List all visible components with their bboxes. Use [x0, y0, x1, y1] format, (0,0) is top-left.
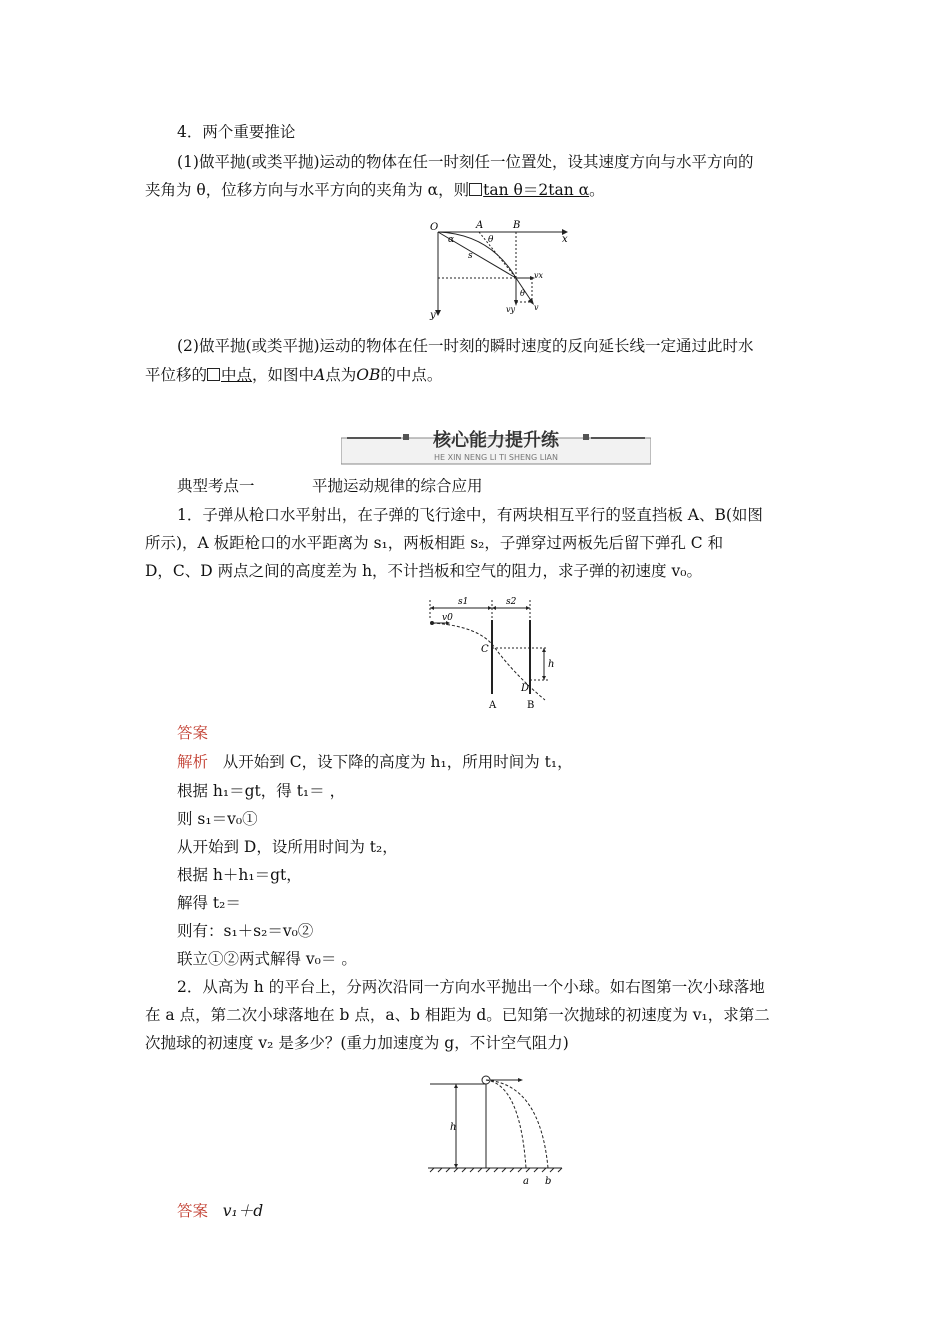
label-s: s — [468, 251, 473, 261]
label-s2: s2 — [506, 597, 517, 607]
answer-2 — [177, 1200, 263, 1222]
label-D: D — [521, 683, 530, 694]
analysis-line-7: 则有：s₁＋s₂＝v₀② — [177, 922, 314, 940]
banner-title: 核心能力提升练 — [433, 430, 559, 451]
projectile-displacement-figure — [420, 212, 570, 324]
blank-box-icon — [207, 368, 220, 381]
label-b: b — [545, 1176, 552, 1187]
topic-title: 平抛运动规律的综合应用 — [312, 477, 483, 495]
q1-line-2: 所示)，A 板距枪口的水平距离为 s₁，两板相距 s₂，子弹穿过两板先后留下弹孔 C 和 — [145, 534, 724, 552]
paragraph-1-text: 夹角为 θ，位移方向与水平方向的夹角为 α，则 — [145, 181, 470, 199]
label-A: A — [476, 220, 484, 231]
label-vx: vx — [534, 271, 544, 280]
label-x: x — [562, 234, 568, 245]
platform-throw-figure — [420, 1070, 565, 1190]
q2-line-1: 2．从高为 h 的平台上，分两次沿同一方向水平抛出一个小球。如右图第一次小球落地 — [177, 978, 765, 996]
label-h: h — [450, 1122, 457, 1133]
banner-pinyin: HE XIN NENG LI TI SHENG LIAN — [433, 453, 559, 462]
analysis-line-6: 解得 t₂＝ — [177, 894, 241, 912]
label-O: O — [430, 222, 439, 233]
answer-2-label: 答案 — [177, 1202, 209, 1220]
analysis-line-5: 根据 h＋h₁＝gt， — [177, 866, 302, 884]
paragraph-1-line-2 — [145, 179, 605, 201]
q2-line-3: 次抛球的初速度 v₂ 是多少？(重力加速度为 g，不计空气阻力) — [145, 1034, 569, 1052]
label-theta-2: θ — [520, 289, 525, 298]
paragraph-2-text: 平位移的 — [145, 366, 208, 384]
analysis-line-8: 联立①②两式解得 v₀＝ 。 — [177, 950, 357, 968]
analysis-text-1: 从开始到 C，设下降的高度为 h₁，所用时间为 t₁， — [222, 753, 573, 771]
label-theta: θ — [488, 235, 494, 245]
q1-line-1: 1．子弹从枪口水平射出，在子弹的飞行途中，有两块相互平行的竖直挡板 A、B(如图 — [177, 506, 763, 524]
label-v0: v0 — [442, 613, 453, 623]
bullet-plates-figure — [420, 590, 565, 718]
label-plate-B: B — [527, 700, 535, 711]
paragraph-1-line-1: (1)做平抛(或类平抛)运动的物体在任一时刻任一位置处，设其速度方向与水平方向的 — [177, 153, 754, 171]
analysis-line-2: 根据 h₁＝gt，得 t₁＝ ， — [177, 782, 346, 800]
label-C: C — [481, 644, 489, 655]
q2-line-2: 在 a 点，第二次小球落地在 b 点，a、b 相距为 d。已知第一次抛球的初速度为 v₁，求第二 — [145, 1006, 770, 1024]
label-h: h — [548, 659, 555, 670]
paragraph-1-end: 。 — [589, 181, 605, 199]
fill-answer-midpoint: 中点 — [221, 366, 253, 384]
label-v: v — [534, 303, 539, 312]
paragraph-2-text-b: ，如图中 — [252, 366, 315, 384]
analysis-label: 解析 — [177, 753, 209, 771]
section-banner — [341, 424, 651, 466]
label-a: a — [523, 1176, 529, 1187]
answer-label: 答案 — [177, 724, 209, 742]
paragraph-2-line-1: (2)做平抛(或类平抛)运动的物体在任一时刻的瞬时速度的反向延长线一定通过此时水 — [177, 337, 754, 355]
paragraph-2-line-2 — [145, 364, 442, 386]
section-heading: 4．两个重要推论 — [177, 123, 296, 141]
paragraph-2-text-c: 点为 — [325, 366, 357, 384]
q1-line-3: D，C、D 两点之间的高度差为 h，不计挡板和空气的阻力，求子弹的初速度 v₀。 — [145, 562, 702, 580]
fill-answer-tan: tan θ＝2tan α — [483, 181, 590, 199]
label-A-inline: A — [314, 366, 326, 384]
blank-box-icon — [469, 183, 482, 196]
label-plate-A: A — [489, 700, 497, 711]
label-alpha: α — [448, 235, 455, 245]
analysis-line-3: 则 s₁＝v₀① — [177, 810, 258, 828]
paragraph-2-text-d: 的中点。 — [380, 366, 443, 384]
topic-label: 典型考点一 — [177, 477, 255, 495]
analysis-line-4: 从开始到 D，设所用时间为 t₂， — [177, 838, 398, 856]
label-y: y — [430, 310, 436, 321]
answer-2-value: v₁＋d — [222, 1202, 264, 1220]
label-s1: s1 — [458, 597, 469, 607]
label-B: B — [513, 220, 521, 231]
label-OB-inline: OB — [356, 366, 381, 384]
analysis-line-1 — [177, 751, 573, 773]
label-vy: vy — [506, 305, 516, 314]
